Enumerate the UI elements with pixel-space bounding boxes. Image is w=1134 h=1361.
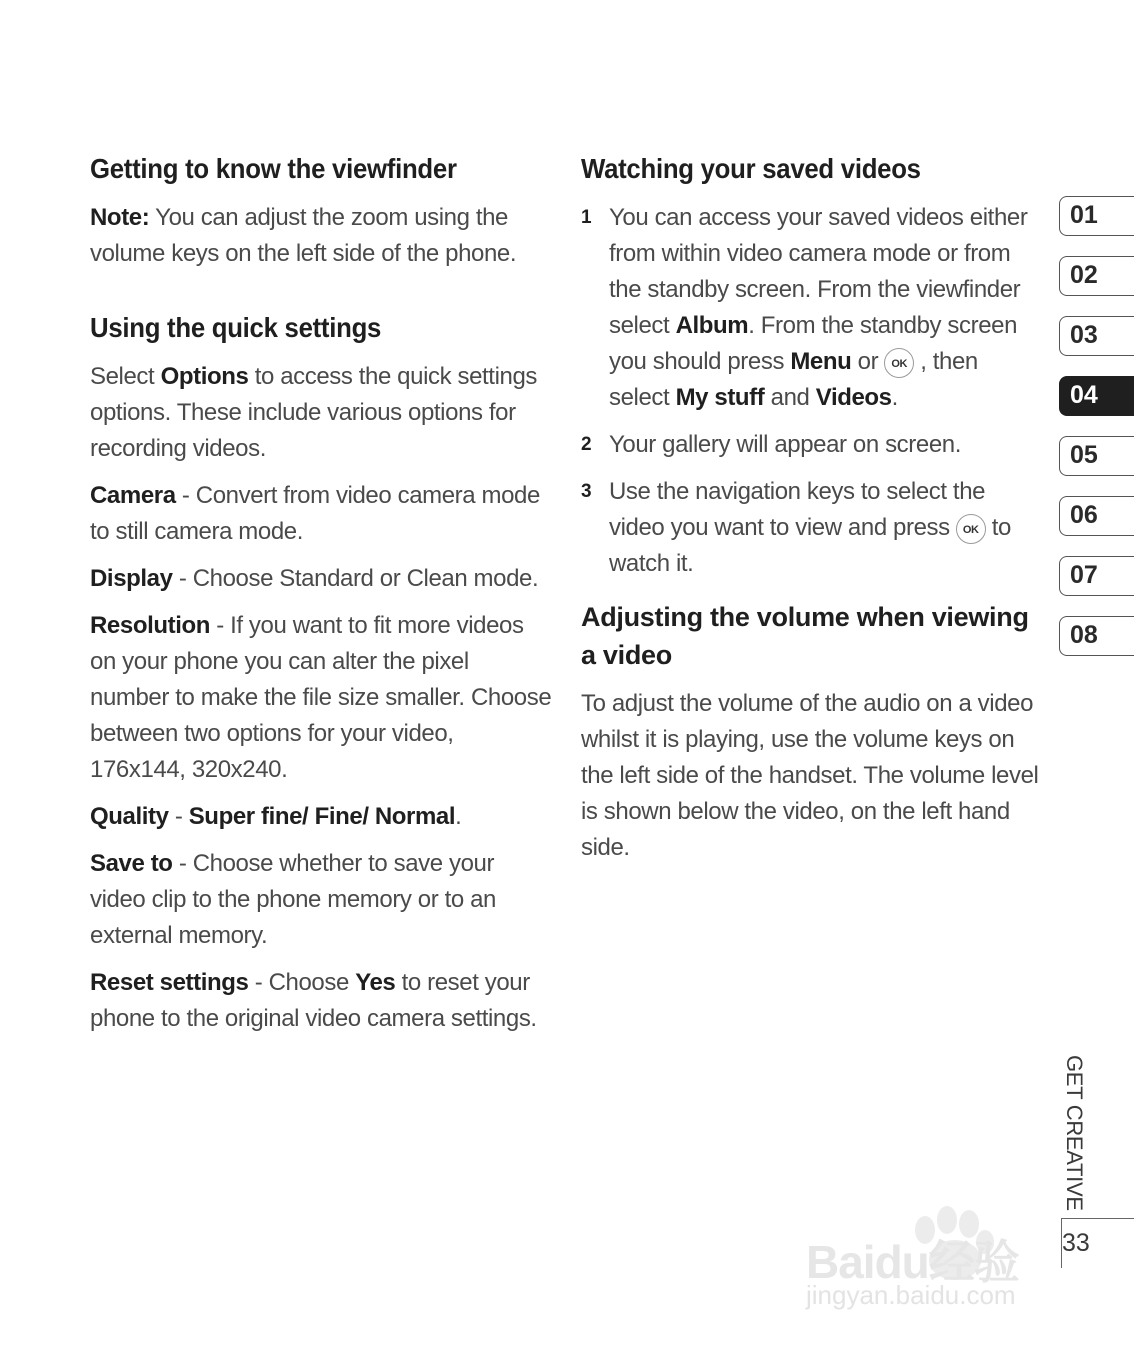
tab-03[interactable]: 03 [1059, 316, 1134, 356]
section-label: GET CREATIVE [1062, 1055, 1087, 1211]
watching-heading: Watching your saved videos [581, 153, 921, 184]
camera-setting: Camera - Convert from video camera mode to still camera mode. [90, 482, 540, 545]
footer-rule [1061, 1218, 1134, 1219]
watermark-url: jingyan.baidu.com [806, 1280, 1016, 1310]
note-paragraph: Note: You can adjust the zoom using the volume keys on the left side of the phone. [90, 204, 517, 267]
ok-key-icon: OK [884, 348, 914, 378]
tab-05[interactable]: 05 [1059, 436, 1134, 476]
page-number: 33 [1062, 1229, 1090, 1257]
volume-paragraph: To adjust the volume of the audio on a video whilst it is playing, use the volume keys on the left side of the handset. The volume level is shown below the video, on the left hand side. [581, 690, 1039, 861]
quality-setting: Quality - Super fine/ Fine/ Normal. [90, 803, 462, 830]
left-column [90, 150, 552, 1048]
tab-07[interactable]: 07 [1059, 556, 1134, 596]
tab-04[interactable]: 04 [1059, 376, 1134, 416]
tab-08[interactable]: 08 [1059, 616, 1134, 656]
right-column [581, 150, 1039, 877]
chapter-tabs [1059, 196, 1134, 676]
resolution-setting: Resolution - If you want to fit more videos on your phone you can alter the pixel number to make the file size smaller. Choose between two options for your video, 176x144, 320x240. [90, 612, 552, 783]
tab-06[interactable]: 06 [1059, 496, 1134, 536]
list-item: 2 Your gallery will appear on screen. [581, 431, 961, 458]
tab-01[interactable]: 01 [1059, 196, 1134, 236]
quick-settings-intro: Select Options to access the quick settings options. These include various options for recording videos. [90, 363, 537, 462]
volume-heading: Adjusting the volume when viewing a video [581, 602, 1029, 670]
save-to-setting: Save to - Choose whether to save your video clip to the phone memory or to an external memory. [90, 850, 496, 949]
list-item: 1 You can access your saved videos either from within video camera mode or from the standby screen. From the viewfinder select Album. From the standby screen you should press Menu or OK , then select My stuff and Videos. [581, 204, 1028, 411]
display-setting: Display - Choose Standard or Clean mode. [90, 565, 539, 592]
viewfinder-heading: Getting to know the viewfinder [90, 153, 457, 184]
tab-02[interactable]: 02 [1059, 256, 1134, 296]
steps-list [581, 200, 1039, 582]
reset-setting: Reset settings - Choose Yes to reset your phone to the original video camera settings. [90, 969, 537, 1032]
quick-settings-heading: Using the quick settings [90, 312, 382, 343]
watermark-logo: Baidu经验 [806, 1236, 1019, 1288]
list-item: 3 Use the navigation keys to select the video you want to view and press OK to watch it. [581, 478, 1011, 577]
ok-key-icon: OK [956, 514, 986, 544]
